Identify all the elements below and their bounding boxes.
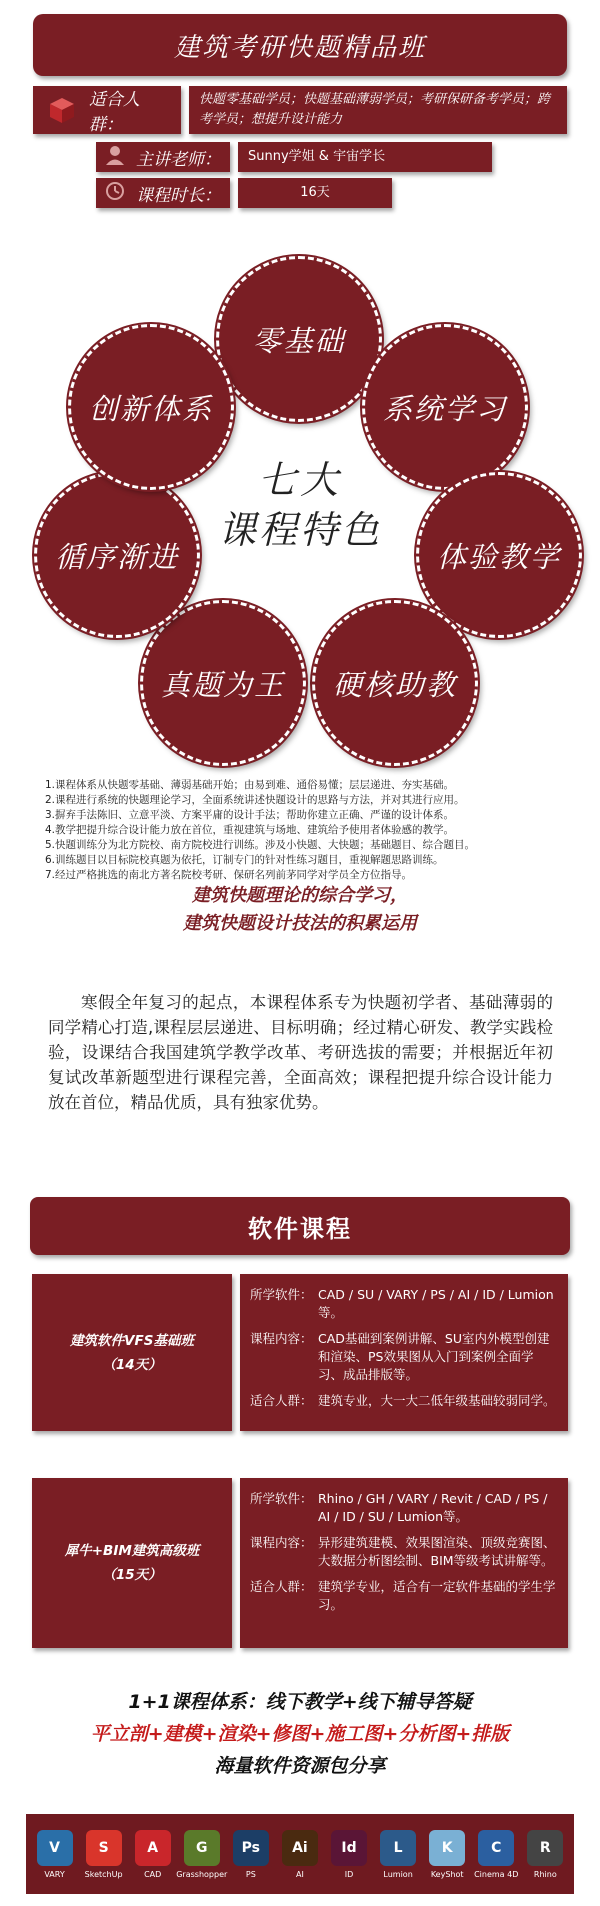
list-item: 1.课程体系从快题零基础、薄弱基础开始；由易到难、通俗易懂；层层递进、夯实基础。 (45, 779, 455, 791)
feature-circle: 系统学习 (362, 324, 528, 490)
detail-value: Rhino / GH / VARY / Revit / CAD / PS / AI / ID / SU / Lumion等。 (318, 1491, 548, 1524)
detail-row (250, 1330, 558, 1384)
detail-key: 所学软件： (250, 1491, 313, 1506)
list-item: 6.训练题目以目标院校真题为依托，订制专门的针对性练习题目，重视解题思路训练。 (45, 854, 444, 866)
software-label: AI (296, 1869, 304, 1879)
system-line2: 平立剖+建模+渲染+修图+施工图+分析图+排版 (90, 1723, 510, 1745)
software-item (326, 1830, 372, 1879)
lumion-icon: L (380, 1830, 416, 1866)
software-item (176, 1830, 228, 1879)
list-item: 7.经过严格挑选的南北方著名院校考研、保研名列前茅同学对学员全方位指导。 (45, 869, 413, 881)
autocad-icon: A (135, 1830, 171, 1866)
course-detail-box (240, 1478, 568, 1648)
detail-key: 课程内容： (250, 1331, 313, 1346)
detail-value: 建筑专业，大一大二低年级基础较弱同学。 (318, 1393, 556, 1408)
feature-circle: 真题为王 (140, 600, 306, 766)
software-label: Grasshopper (176, 1869, 228, 1879)
tagline-line2: 建筑快题设计技法的积累运用 (183, 913, 417, 934)
software-label: CAD (144, 1869, 162, 1879)
software-label: Lumion (383, 1869, 413, 1879)
course-description: 寒假全年复习的起点，本课程体系专为快题初学者、基础薄弱的同学精心打造,课程层层递进、目标明确；经过精心研发、教学实践检验，设课结合我国建筑学教学改革、考研选拔的需要；并根据近年初复试改革新题型进行课程完善，全面高效；课程把提升综合设计能力放在首位，精品优质，具有独家优势。 (48, 993, 553, 1112)
detail-key: 课程内容： (250, 1535, 313, 1550)
teacher-label-box (96, 142, 230, 172)
detail-row (250, 1286, 558, 1322)
audience-row (33, 86, 567, 134)
software-label: PS (245, 1869, 256, 1879)
teacher-icon (104, 144, 126, 171)
keyshot-icon: K (429, 1830, 465, 1866)
software-item (228, 1830, 274, 1879)
course-system (0, 1686, 600, 1782)
detail-value: CAD基础到案例讲解、SU室内外模型创建和渲染、PS效果图从入门到案例全面学习、成品排版等。 (318, 1331, 550, 1382)
software-label: Cinema 4D (474, 1869, 519, 1879)
duration-label: 课程时长： (136, 185, 221, 206)
page-title: 建筑考研快题精品班 (33, 14, 567, 76)
feature-circle: 体验教学 (416, 472, 582, 638)
detail-value: 异形建筑建模、效果图渲染、顶级竞赛图、大数据分析图绘制、BIM等级考试讲解等。 (318, 1535, 556, 1568)
software-item (522, 1830, 568, 1879)
rhino-icon: R (527, 1830, 563, 1866)
software-item (81, 1830, 127, 1879)
course-days: （15天） (102, 1567, 162, 1583)
photoshop-icon: Ps (233, 1830, 269, 1866)
detail-value: CAD / SU / VARY / PS / AI / ID / Lumion等。 (318, 1287, 554, 1320)
system-line3: 海量软件资源包分享 (214, 1755, 386, 1777)
seven-features (0, 250, 600, 770)
list-item: 4.教学把提升综合设计能力放在首位，重视建筑与场地、建筑给予使用者体验感的教学。 (45, 824, 455, 836)
detail-row (250, 1578, 558, 1614)
detail-value: 建筑学专业，适合有一定软件基础的学生学习。 (318, 1579, 556, 1612)
software-label: Rhino (533, 1869, 557, 1879)
software-item (424, 1830, 470, 1879)
course-name-box (32, 1274, 232, 1431)
software-item (277, 1830, 323, 1879)
sketchup-icon: S (86, 1830, 122, 1866)
detail-key: 适合人群： (250, 1393, 313, 1408)
software-section-title: 软件课程 (30, 1197, 570, 1255)
illustrator-icon: Ai (282, 1830, 318, 1866)
list-item: 3.摒弃手法陈旧、立意平淡、方案平庸的设计手法；帮助你建立正确、严谨的设计体系。 (45, 809, 455, 821)
list-item: 2.课程进行系统的快题理论学习，全面系统讲述快题设计的思路与方法，并对其进行应用。 (45, 794, 465, 806)
cinema4d-icon: C (478, 1830, 514, 1866)
course-name: 建筑软件VFS基础班 (70, 1332, 194, 1349)
feature-notes-list (45, 778, 565, 883)
feature-circle: 零基础 (216, 256, 382, 422)
detail-key: 所学软件： (250, 1287, 313, 1302)
indesign-icon: Id (331, 1830, 367, 1866)
cube-icon (45, 92, 79, 128)
software-label: SketchUp (84, 1869, 123, 1879)
tagline (0, 882, 600, 938)
software-label: KeyShot (430, 1869, 464, 1879)
duration-label-box (96, 178, 230, 208)
clock-icon (104, 180, 126, 207)
software-item (375, 1830, 421, 1879)
teacher-label: 主讲老师： (136, 149, 221, 170)
course-detail-box (240, 1274, 568, 1431)
software-item (32, 1830, 78, 1879)
software-course-card (32, 1274, 568, 1431)
teacher-value: Sunny学姐 & 宇宙学长 (238, 142, 492, 172)
teacher-row (96, 142, 492, 172)
course-name: 犀牛+BIM建筑高级班 (64, 1543, 200, 1559)
features-center-title (185, 455, 415, 555)
feature-circle: 循序渐进 (34, 472, 200, 638)
detail-row (250, 1490, 558, 1526)
detail-row (250, 1534, 558, 1570)
course-name-box (32, 1478, 232, 1648)
software-item (473, 1830, 519, 1879)
course-days: （14天） (102, 1356, 162, 1373)
audience-value: 快题零基础学员；快题基础薄弱学员；考研保研备考学员；跨考学员；想提升设计能力 (189, 86, 567, 134)
duration-value: 16天 (238, 178, 392, 208)
software-icons-bar (26, 1814, 574, 1894)
feature-circle: 创新体系 (68, 324, 234, 490)
vray-icon: V (37, 1830, 73, 1866)
software-course-card (32, 1478, 568, 1648)
duration-row (96, 178, 392, 208)
audience-label-box (33, 86, 181, 134)
software-label: ID (344, 1869, 354, 1879)
detail-key: 适合人群： (250, 1579, 313, 1594)
software-label: VARY (44, 1869, 65, 1879)
software-item (130, 1830, 176, 1879)
audience-label: 适合人群： (88, 90, 140, 135)
tagline-line1: 建筑快题理论的综合学习， (192, 885, 408, 906)
detail-row (250, 1392, 558, 1410)
grasshopper-icon: G (184, 1830, 220, 1866)
feature-circle: 硬核助教 (312, 600, 478, 766)
list-item: 5.快题训练分为北方院校、南方院校进行训练。涉及小快题、大快题；基础题目、综合题目。 (45, 839, 476, 851)
features-title-line1: 七大 (257, 458, 342, 502)
system-line1: 1+1课程体系：线下教学+线下辅导答疑 (128, 1691, 472, 1713)
features-title-line2: 课程特色 (217, 508, 382, 552)
